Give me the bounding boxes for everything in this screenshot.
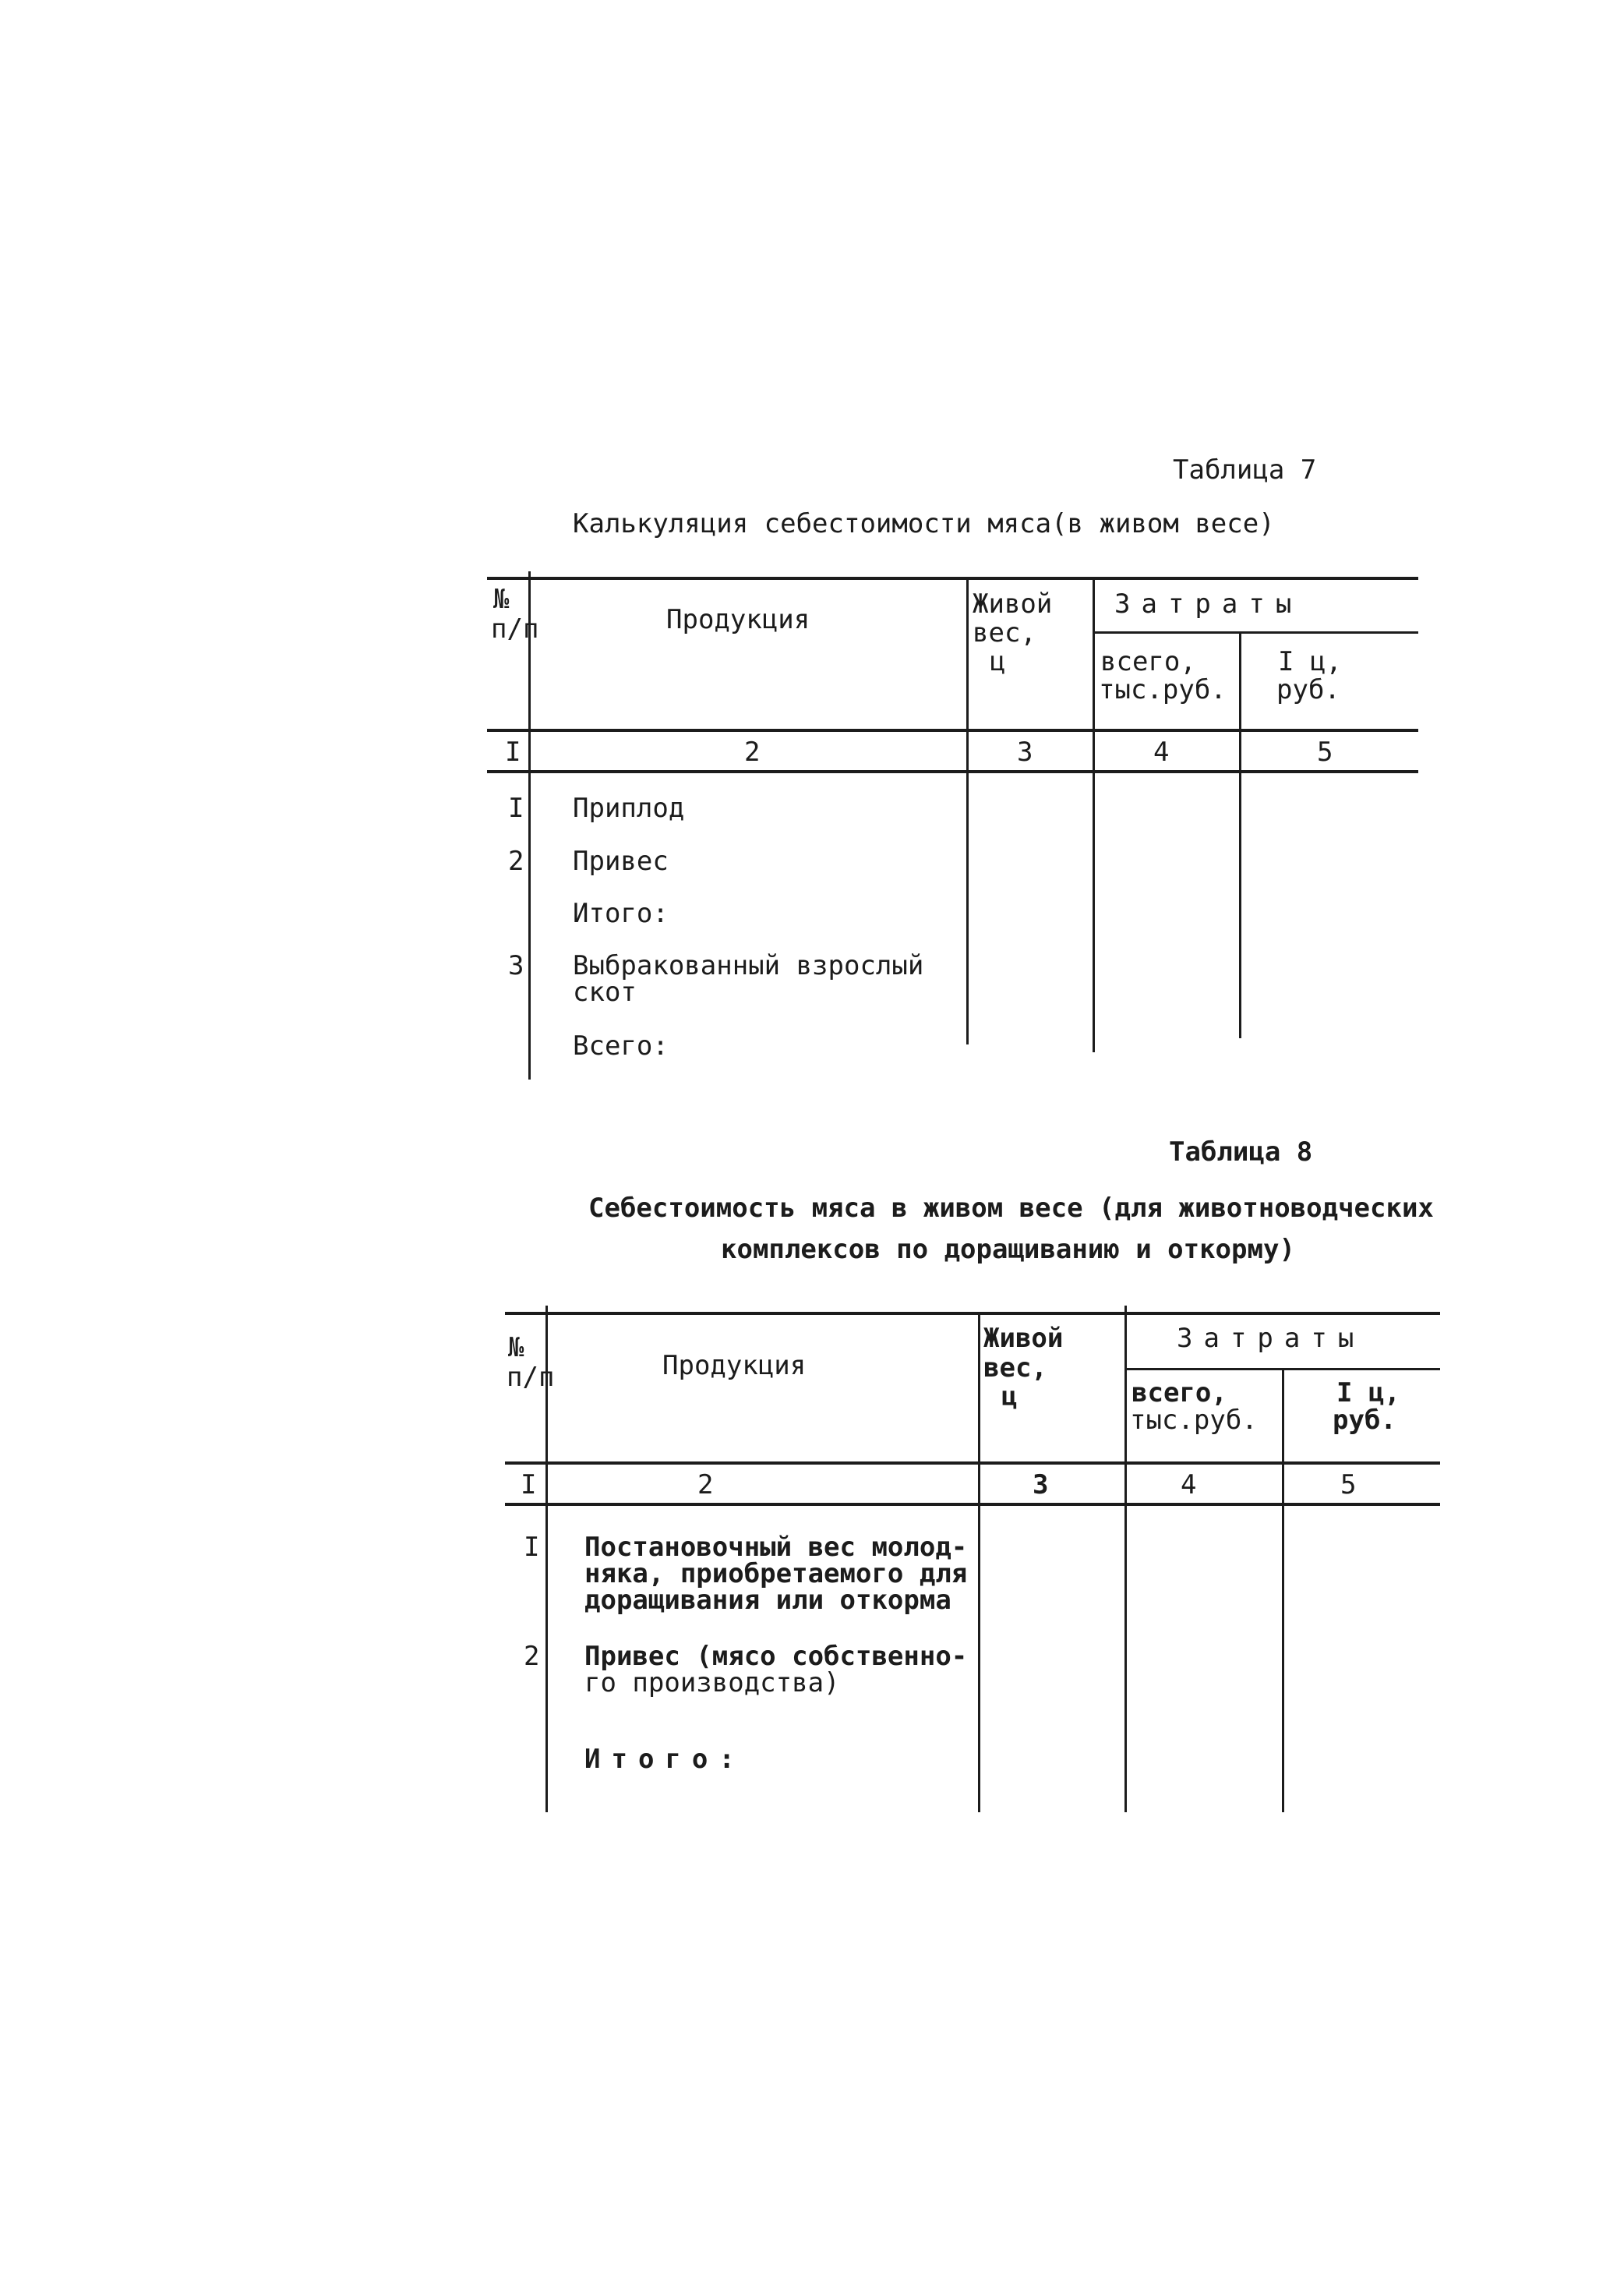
table7-row4-num: 3 [508,950,524,981]
table7-top-rule [487,577,1418,580]
table7-numbers-rule [487,770,1418,773]
table7-colnum-2: 2 [744,737,761,768]
table7-col-divider-1 [528,571,531,1080]
table8-row2-product-1: Привес (мясо собственно- [584,1641,968,1672]
table7-row3-product: Итого: [573,898,669,929]
table8-title-2: комплексов по доращиванию и откорму) [721,1234,1295,1265]
table7-colnum-1: I [505,737,521,768]
table8-top-rule [505,1312,1440,1315]
table7-header-bottom-rule [487,729,1418,732]
table7-row5-product: Всего: [573,1030,669,1062]
table7-row1-product: Приплод [573,793,685,824]
table8-label: Таблица 8 [1169,1136,1313,1168]
table8-num-header-2: п/п [507,1362,555,1393]
table8-row1-product-2: няка, приобретаемого для [584,1558,968,1589]
table8-row3-product: Итого: [584,1744,746,1775]
table8-per-header-1: I ц, [1336,1377,1400,1408]
table8-row2-num: 2 [524,1641,540,1672]
table7-colnum-4: 4 [1153,737,1170,768]
table8-row1-num: I [524,1532,540,1563]
table7-row1-num: I [508,793,524,824]
table7-weight-header-3: ц [990,646,1006,677]
table7-total-header-1: всего, [1100,646,1196,677]
table7-costs-rule [1095,631,1418,634]
table7-row4-product-1: Выбракованный взрослый [573,950,924,981]
table7-product-header: Продукция [666,604,810,635]
table7-per-header-2: руб. [1276,674,1340,705]
table8-total-header-1: всего, [1132,1377,1227,1408]
table7-row2-product: Привес [573,846,669,877]
table7-row2-num: 2 [508,846,524,877]
table8-weight-header-1: Живой [983,1323,1064,1354]
table8-colnum-3: 3 [1033,1469,1049,1500]
table7-per-header-1: I ц, [1278,646,1342,677]
table8-col-divider-3 [1124,1306,1127,1812]
table8-colnum-1: I [521,1469,537,1500]
table7-col-divider-4 [1239,633,1241,1038]
table8-weight-header-2: вес, [983,1352,1047,1384]
table8-row2-product-2: го производства) [584,1667,840,1698]
table8-col-divider-4 [1282,1370,1284,1812]
table7-num-header: № [493,584,510,615]
table7-row4-product-2: скот [573,977,637,1008]
table7-costs-header: Затраты [1114,588,1303,620]
table7-col-divider-2 [966,577,969,1044]
table8-total-header-2: тыс.руб. [1130,1405,1258,1436]
table7-title: Калькуляция себестоимости мяса(в живом весе) [573,508,1275,539]
table8-colnum-5: 5 [1340,1469,1357,1500]
table7-col-divider-3 [1093,577,1095,1052]
table7-label: Таблица 7 [1173,454,1317,486]
table8-numbers-rule [505,1503,1440,1506]
table8-col-divider-2 [978,1312,980,1812]
table8-title-1: Себестоимость мяса в живом весе (для животноводческих [588,1193,1434,1224]
table7-colnum-3: 3 [1017,737,1033,768]
table8-product-header: Продукция [662,1350,807,1381]
table7-total-header-2: тыс.руб. [1099,674,1227,705]
table8-row1-product-1: Постановочный вес молод- [584,1532,968,1563]
table8-weight-header-3: ц [1001,1381,1018,1412]
table7-colnum-5: 5 [1317,737,1333,768]
table8-per-header-2: руб. [1333,1405,1396,1436]
table7-weight-header-1: Живой [973,588,1053,620]
table8-header-bottom-rule [505,1461,1440,1465]
table7-weight-header-2: вес, [973,617,1036,649]
table8-colnum-2: 2 [697,1469,714,1500]
table8-num-header: № [508,1332,524,1363]
table8-row1-product-3: доращивания или откорма [584,1585,951,1616]
table8-colnum-4: 4 [1181,1469,1197,1500]
table7-num-header-2: п/п [491,613,539,645]
table8-costs-header: Затраты [1177,1323,1365,1354]
